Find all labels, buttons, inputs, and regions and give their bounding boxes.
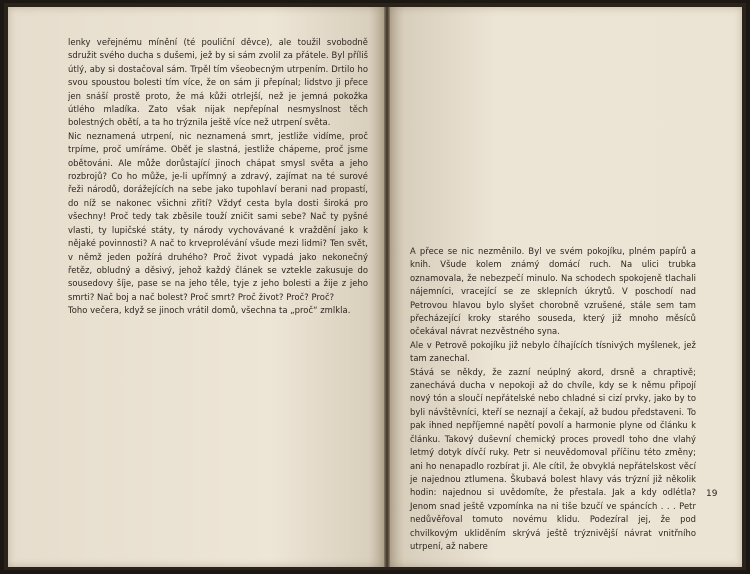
left-paragraph-3: Toho večera, když se jinoch vrátil domů, všechna ta „proč“ zmlkla. xyxy=(68,305,351,316)
right-paragraph-2: Ale v Petrově pokojíku již nebylo číhajících tísnivých myšlenek, jež tam zanechal. xyxy=(410,339,696,364)
right-paragraph-3: Stává se někdy, že zazní neúplný akord, drsně a chraptivě; zanechává ducha v nepokoji až do chvíle, kdy se k němu připojí nový tón a sloučí nepřátelské nebo chladné si cizí prvky, jako by to byli návštěvníci, kteří se neznají a čekají, až budou představeni. To pak ihned nepříjemné napětí povolí a harmonie plyne od článku k článku. Takový duševní chemický proces provedl toho dne vlahý letmý dotyk dívčí ruky. Petr si neuvědomoval příčinu této změny; ani ho nenapadlo rozbírat ji. Ale cítil, že obvyklá nepřátelskost věcí je najednou ztlumena. Škubavá bolest hlavy vás trýzní již několik hodin: najednou si uvědomíte, že přestala. Jak a kdy odlétla? Jenom snad ještě vzpomínka na ni tiše bzučí ve spáncích . . . Petr nedůvěřoval tomuto novému klidu. Podezíral jej, že pod chvilkovým ukliděním skrývá ještě trýznivější návrat vnitřního utrpení, až nabere xyxy=(410,366,696,551)
left-paragraph-1: lenky veřejnému mínění (té pouliční děvce), ale toužil svobodně sdružit svého ducha s dušemi, jež by si sám zvolil za přátele. Byl příliš útlý, aby si dostačoval sám. Trpěl tím všeobecným utrpením. Drtilo ho svou spoustou bolesti tím více, že on sám ji přepínal; lidstvo ji přece jen snáší prostě proto, že má kůži otrlejší, než je jemná pokožka útlého mladíka. Zato však nijak nepřepínal nesmyslnost těch bolestných obětí, a ta ho trýznila ještě více než utrpení světa. xyxy=(68,37,368,128)
left-paragraph-2: Nic neznamená utrpení, nic neznamená smrt, jestliže vidíme, proč trpíme, proč umíráme. Oběť je slastná, jestliže chápeme, proč jsme obětováni. Ale může dorůstající jinoch chápat smysl světa a jeho rozbrojů? Co ho může, je-li upřímný a zdravý, zajímat na té surové řeži národů, dorážejících na sebe jako tupohlaví berani nad propastí, do níž se nakonec všichni zřití? Vždyť cesta byla dosti široká pro všechny! Proč tedy tak zběsile touží zničit sami sebe? Nač ty pyšné vlasti, ty lupičské státy, ty národy vychovávané k vraždění jako k nějaké povinnosti? A nač to krveprolévání všude mezi lidmi? Ten svět, v němž jeden požírá druhého? Proč život vypadá jako nekonečný řetěz, obludný a děsivý, jehož každý článek se vztekle zakusuje do sousedovy šíje, pase se na jeho těle, tyje z jeho bolesti a žije z jeho smrti? Nač boj a nač bolest? Proč smrt? Proč život? Proč? Proč? xyxy=(68,130,368,302)
right-paragraph-1: A přece se nic nezměnilo. Byl ve svém pokojíku, plném papírů a knih. Všude kolem známý domácí ruch. Na ulici trubka oznamovala, že nebezpečí minulo. Na schodech spokojeně tlachali nájemníci, vracející se ze sklepních úkrytů. V poschodí nad Petrovou hlavou bylo slyšet chorobně vzrušené, stále sem tam přecházející kroky starého souseda, který již mnoho měsíců očekával návrat nezvěstného syna. xyxy=(410,246,696,337)
left-page-text xyxy=(68,36,368,318)
page-number: 19 xyxy=(706,489,718,499)
right-page-text xyxy=(410,245,696,553)
